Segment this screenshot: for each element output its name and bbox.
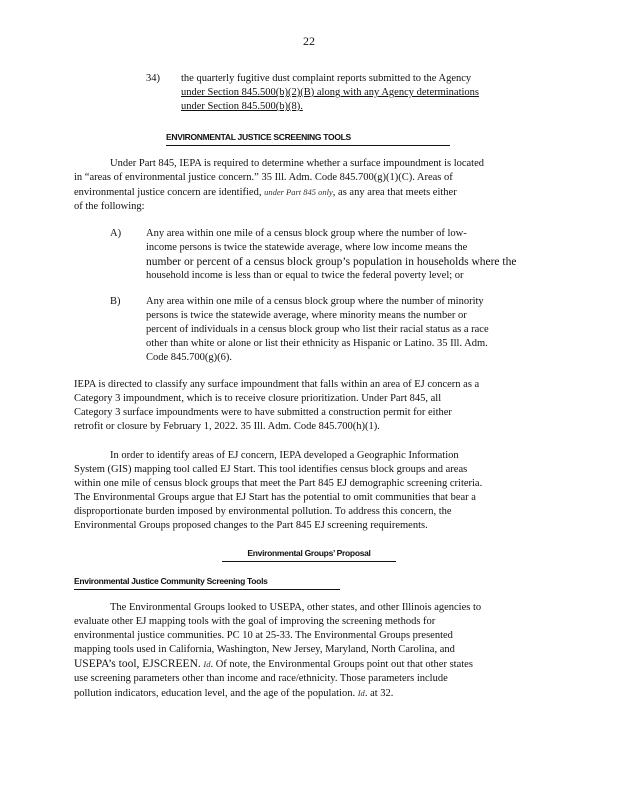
list-item-line: household income is less than or equal to twice the federal poverty level; or [146,270,464,281]
paragraph-line: In order to identify areas of EJ concern, IEPA developed a Geographic Information [110,450,459,461]
list-item [146,227,534,283]
list-item-line: Code 845.700(g)(6). [146,352,233,363]
subsection-heading-text: Environmental Groups’ Proposal [222,546,396,562]
paragraph-line [74,657,534,672]
list-number: 34) [146,73,160,84]
paragraph-line: System (GIS) mapping tool called EJ Start. This tool identifies census block groups and areas [74,464,468,475]
paragraph [74,449,536,533]
list-item [146,295,534,365]
paragraph-line: retrofit or closure by February 1, 2022. 35 Ill. Adm. Code 845.700(h)(1). [74,421,380,432]
paragraph-line: environmental justice communities. PC 10 at 25-33. The Environmental Groups presented [74,630,453,641]
paragraph-line: IEPA is directed to classify any surface impoundment that falls within an area of EJ concern as a [74,379,480,390]
paragraph-line [74,185,532,200]
paragraph-line: use screening parameters other than income and race/ethnicity. Those parameters include [74,673,448,684]
citation: Id [203,659,211,669]
sub-subsection-heading [74,574,340,590]
list-item-line: number or percent of a census block group’s population in households where the [146,256,517,268]
list-item-line: income persons is twice the statewide average, where low income means the [146,242,468,253]
paragraph [74,378,536,434]
paragraph-line: of the following: [74,201,145,212]
paragraph-line: The Environmental Groups argue that EJ Start has the potential to omit communities that bear a [74,492,476,503]
list-label: A) [110,228,122,239]
citation: under Part 845 only [264,187,333,197]
paragraph-line: Category 3 surface impoundments were to have submitted a construction permit for either [74,407,452,418]
text-run: . Of note, the Environmental Groups point out that other states [210,659,473,670]
paragraph-line: evaluate other EJ mapping tools with the goal of improving the screening methods for [74,616,436,627]
paragraph [74,601,534,701]
text-run: pollution indicators, education level, and the age of the population. [74,688,356,699]
list-label: B) [110,296,121,307]
item-34-line: the quarterly fugitive dust complaint reports submitted to the Agency [181,73,472,84]
text-run: environmental justice concern are identified, [74,187,262,198]
subsection-heading [222,546,396,562]
paragraph-line: in “areas of environmental justice concern.” 35 Ill. Adm. Code 845.700(g)(1)(C). Areas of [74,172,453,183]
text-run: USEPA’s tool, EJSCREEN. [74,658,201,670]
section-heading [166,130,450,146]
paragraph-line: Under Part 845, IEPA is required to determine whether a surface impoundment is located [110,158,485,169]
paragraph-line: within one mile of census block groups that meet the Part 845 EJ demographic screening criteria. [74,478,483,489]
item-34-line: under Section 845.500(b)(8). [181,101,303,112]
paragraph-line [74,686,534,701]
paragraph [74,157,532,214]
paragraph-line: The Environmental Groups looked to USEPA, other states, and other Illinois agencies to [110,602,482,613]
paragraph-line: Environmental Groups proposed changes to the Part 845 EJ screening requirements. [74,520,428,531]
item-34-line: under Section 845.500(b)(2)(B) along with any Agency determinations [181,87,480,98]
paragraph-line: Category 3 impoundment, which is to receive closure prioritization. Under Part 845, all [74,393,442,404]
page-number: 22 [303,34,315,48]
list-item-line: percent of individuals in a census block group who list their racial status as a race [146,324,489,335]
paragraph-line: disproportionate burden imposed by environmental pollution. To address this concern, the [74,506,452,517]
text-run: . at 32. [364,688,394,699]
sub-subsection-heading-text: Environmental Justice Community Screening Tools [74,574,340,590]
list-item-line: Any area within one mile of a census block group where the number of minority [146,296,484,307]
list-item-line: persons is twice the statewide average, where minority means the number or [146,310,467,321]
section-heading-text: ENVIRONMENTAL JUSTICE SCREENING TOOLS [166,130,450,146]
paragraph-line: mapping tools used in California, Washington, New Jersey, Maryland, North Carolina, and [74,644,455,655]
citation: Id [357,688,365,698]
item-34-text [181,72,521,114]
list-item-line: Any area within one mile of a census block group where the number of low- [146,228,467,239]
text-run: , as any area that meets either [332,187,457,198]
list-item-line: other than white or alone or list their ethnicity as Hispanic or Latino. 35 Ill. Adm. [146,338,488,349]
